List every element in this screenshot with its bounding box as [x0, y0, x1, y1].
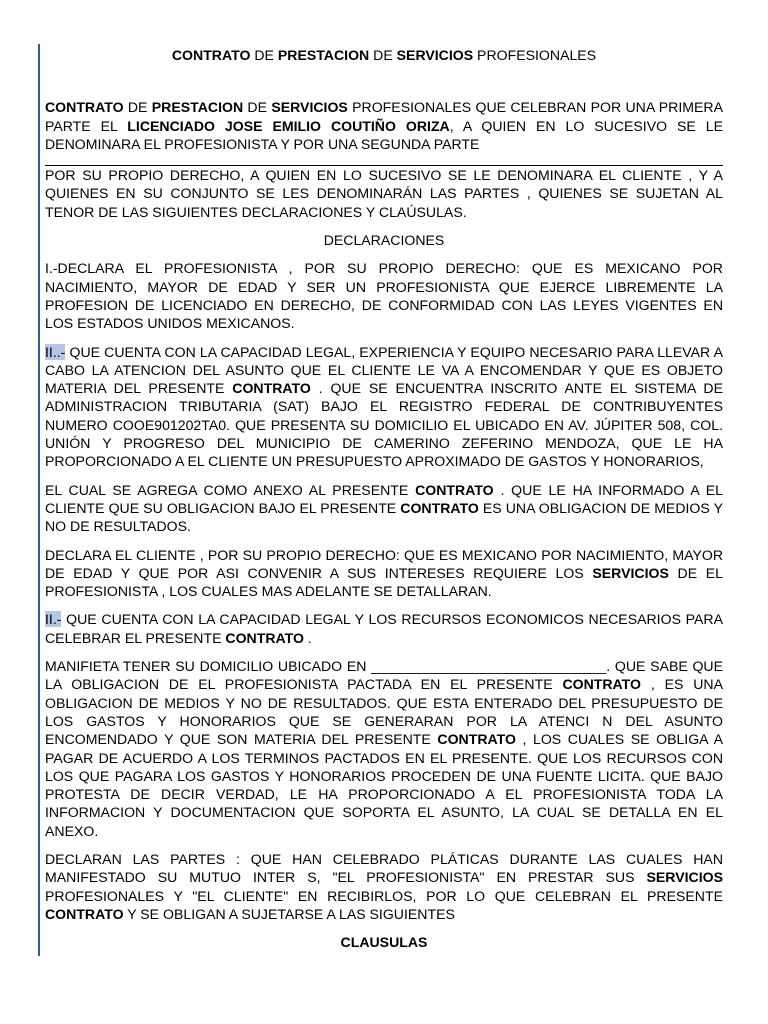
text-run: . QUE SE ENCUENTRA INSCRITO ANTE EL SISTEMA DE ADMINISTRACION TRIBUTARIA (SAT) BAJO EL REGISTRO FEDERAL DE CONTRIBUYENTES NUMERO COOE901202TA0. QUE PRESENTA SU DOMICILIO EL UBICADO EN AV. JÚPITER 508, COL. UNIÓN Y PROGRESO DEL MUNICIPIO DE CAMERINO ZEFERINO MENDOZA, QUE LE HA PROPORCIONADO A EL CLIENTE UN PRESUPUESTO APROXIMADO DE GASTOS Y HONORARIOS,: [45, 380, 723, 470]
licenciado-name: LICENCIADO JOSE EMILIO COUTIÑO ORIZA: [127, 117, 450, 134]
bold-term: CONTRATO: [437, 731, 516, 748]
clausulas-heading: [45, 933, 723, 951]
declaration-domicilio: [45, 657, 723, 840]
text-run: DE EL PROFESIONISTA , LOS CUALES MAS ADELANTE SE DETALLARAN.: [45, 564, 723, 600]
bold-term: SERVICIOS: [592, 564, 669, 581]
declaration-anexo: [45, 481, 723, 536]
text-run: , LOS CUALES SE OBLIGA A PAGAR DE ACUERDO A LOS TERMINOS PACTADOS EN EL PRESENTE. QUE LOS RECURSOS CON LOS QUE PAGARA LOS GASTOS Y HONORARIOS PROCEDEN DE UNA FUENTE LICITA. QUE BAJO PROTESTA DE DECIR VERDAD, LE HA PROPORCIONADO A EL PROFESIONISTA TODA LA INFORMACION Y DOCUMENTACION QUE SOPORTA EL ASUNTO, LA CUAL SE DETALLA EN EL ANEXO.: [45, 731, 723, 839]
bold-term: SERVICIOS: [646, 869, 723, 886]
text-run: DECLARA EL CLIENTE , POR SU PROPIO DERECHO: QUE ES MEXICANO POR NACIMIENTO, MAYOR DE EDAD Y QUE POR ASI CONVENIR A SUS INTERESES REQUIERE LOS: [45, 546, 723, 581]
document-title: [45, 46, 723, 64]
text-run: PROFESIONALES QUE CELEBRAN POR UNA PRIMERA PARTE EL: [45, 99, 723, 134]
text-run: Y SE OBLIGAN A SUJETARSE A LAS SIGUIENTES: [123, 905, 455, 922]
text-run: , ES UNA OBLIGACION DE MEDIOS Y NO DE RESULTADOS. QUE ESTA ENTERADO DEL PRESUPUESTO DE LOS GASTOS Y HONORARIOS QUE SE GENERARAN POR LA ATENCI N DEL ASUNTO ENCOMENDADO Y QUE SON MATERIA DEL PRESENTE: [45, 676, 723, 748]
bold-term: CONTRATO: [45, 905, 124, 922]
highlighted-marker: II.-: [45, 611, 62, 628]
text-run: DE: [123, 99, 152, 116]
bold-term: CONTRATO: [225, 629, 304, 646]
title-word: PROFESIONALES: [473, 47, 597, 63]
title-word: DE: [369, 47, 397, 63]
text-run: MANIFIETA TENER SU DOMICILIO UBICADO EN ______________________________. QUE SABE QUE LA OBLIGACION DE EL PROFESIONISTA PACTADA EN EL PRESENTE: [45, 658, 723, 693]
text-run: QUE CUENTA CON LA CAPACIDAD LEGAL, EXPERIENCIA Y EQUIPO NECESARIO PARA LLEVAR A CABO LA ATENCION DEL ASUNTO QUE EL CLIENTE LE VA A ENCOMENDAR Y QUE ES OBJETO MATERIA DEL PRESENTE: [45, 343, 723, 397]
text-run: PROFESIONALES Y "EL CLIENTE" EN RECIBIRLOS, POR LO QUE CELEBRAN EL PRESENTE: [45, 887, 723, 904]
bold-term: CONTRATO: [562, 676, 641, 693]
clausulas-heading-text: CLAUSULAS: [340, 934, 428, 951]
text-run: EL CUAL SE AGREGA COMO ANEXO AL PRESENTE: [45, 481, 416, 498]
document-page: [45, 46, 723, 951]
bold-term: CONTRATO: [400, 499, 479, 516]
declaration-cliente: [45, 546, 723, 601]
left-margin-rule: [38, 44, 40, 956]
bold-term: CONTRATO: [45, 99, 124, 116]
declaration-capacidad: [45, 343, 723, 471]
declaration-profesionista: I.-DECLARA EL PROFESIONISTA , POR SU PROPIO DERECHO: QUE ES MEXICANO POR NACIMIENTO, MAYOR DE EDAD Y SER UN PROFESIONISTA QUE EJERCE LIBREMENTE LA PROFESION DE LICENCIADO EN DERECHO, DE CONFORMIDAD CON LAS LEYES VIGENTES EN LOS ESTADOS UNIDOS MEXICANOS.: [45, 260, 723, 332]
client-name-blank-line: [45, 153, 723, 166]
declaration-recursos: [45, 610, 723, 647]
intro-paragraph: [45, 98, 723, 153]
title-word: DE: [250, 47, 278, 63]
highlighted-marker: II..-: [45, 343, 66, 360]
text-run: QUE CUENTA CON LA CAPACIDAD LEGAL Y LOS RECURSOS ECONOMICOS NECESARIOS PARA CELEBRAR EL PRESENTE: [45, 611, 723, 646]
text-run: . QUE LE HA INFORMADO A EL CLIENTE QUE SU OBLIGACION BAJO EL PRESENTE: [45, 481, 723, 516]
text-run: ES UNA OBLIGACION DE MEDIOS Y NO DE RESULTADOS.: [45, 499, 723, 535]
bold-term: PRESTACION: [151, 99, 244, 116]
text-run: DECLARAN LAS PARTES : QUE HAN CELEBRADO PLÁTICAS DURANTE LAS CUALES HAN MANIFESTADO SU MUTUO INTER S, "EL PROFESIONISTA" EN PRESTAR SUS: [45, 850, 723, 886]
text-run: DE: [243, 99, 272, 116]
text-run: .: [303, 629, 312, 646]
declaration-partes: [45, 850, 723, 923]
bold-term: CONTRATO: [415, 481, 494, 498]
text-run: , A QUIEN EN LO SUCESIVO SE LE DENOMINARA EL PROFESIONISTA Y POR UNA SEGUNDA PARTE: [45, 117, 724, 152]
intro-paragraph-continued: POR SU PROPIO DERECHO, A QUIEN EN LO SUCESIVO SE LE DENOMINARA EL CLIENTE , Y A QUIENES EN SU CONJUNTO SE LES DENOMINARÁN LAS PARTES , QUIENES SE SUJETAN AL TENOR DE LAS SIGUIENTES DECLARACIONES Y CLAÚSULAS.: [45, 167, 723, 220]
bold-term: SERVICIOS: [271, 99, 348, 116]
declaraciones-heading: DECLARACIONES: [323, 232, 445, 249]
title-contrato: CONTRATO: [171, 47, 251, 63]
title-prestacion: PRESTACION: [277, 47, 370, 63]
bold-term: CONTRATO: [232, 380, 311, 397]
title-servicios: SERVICIOS: [396, 47, 474, 63]
